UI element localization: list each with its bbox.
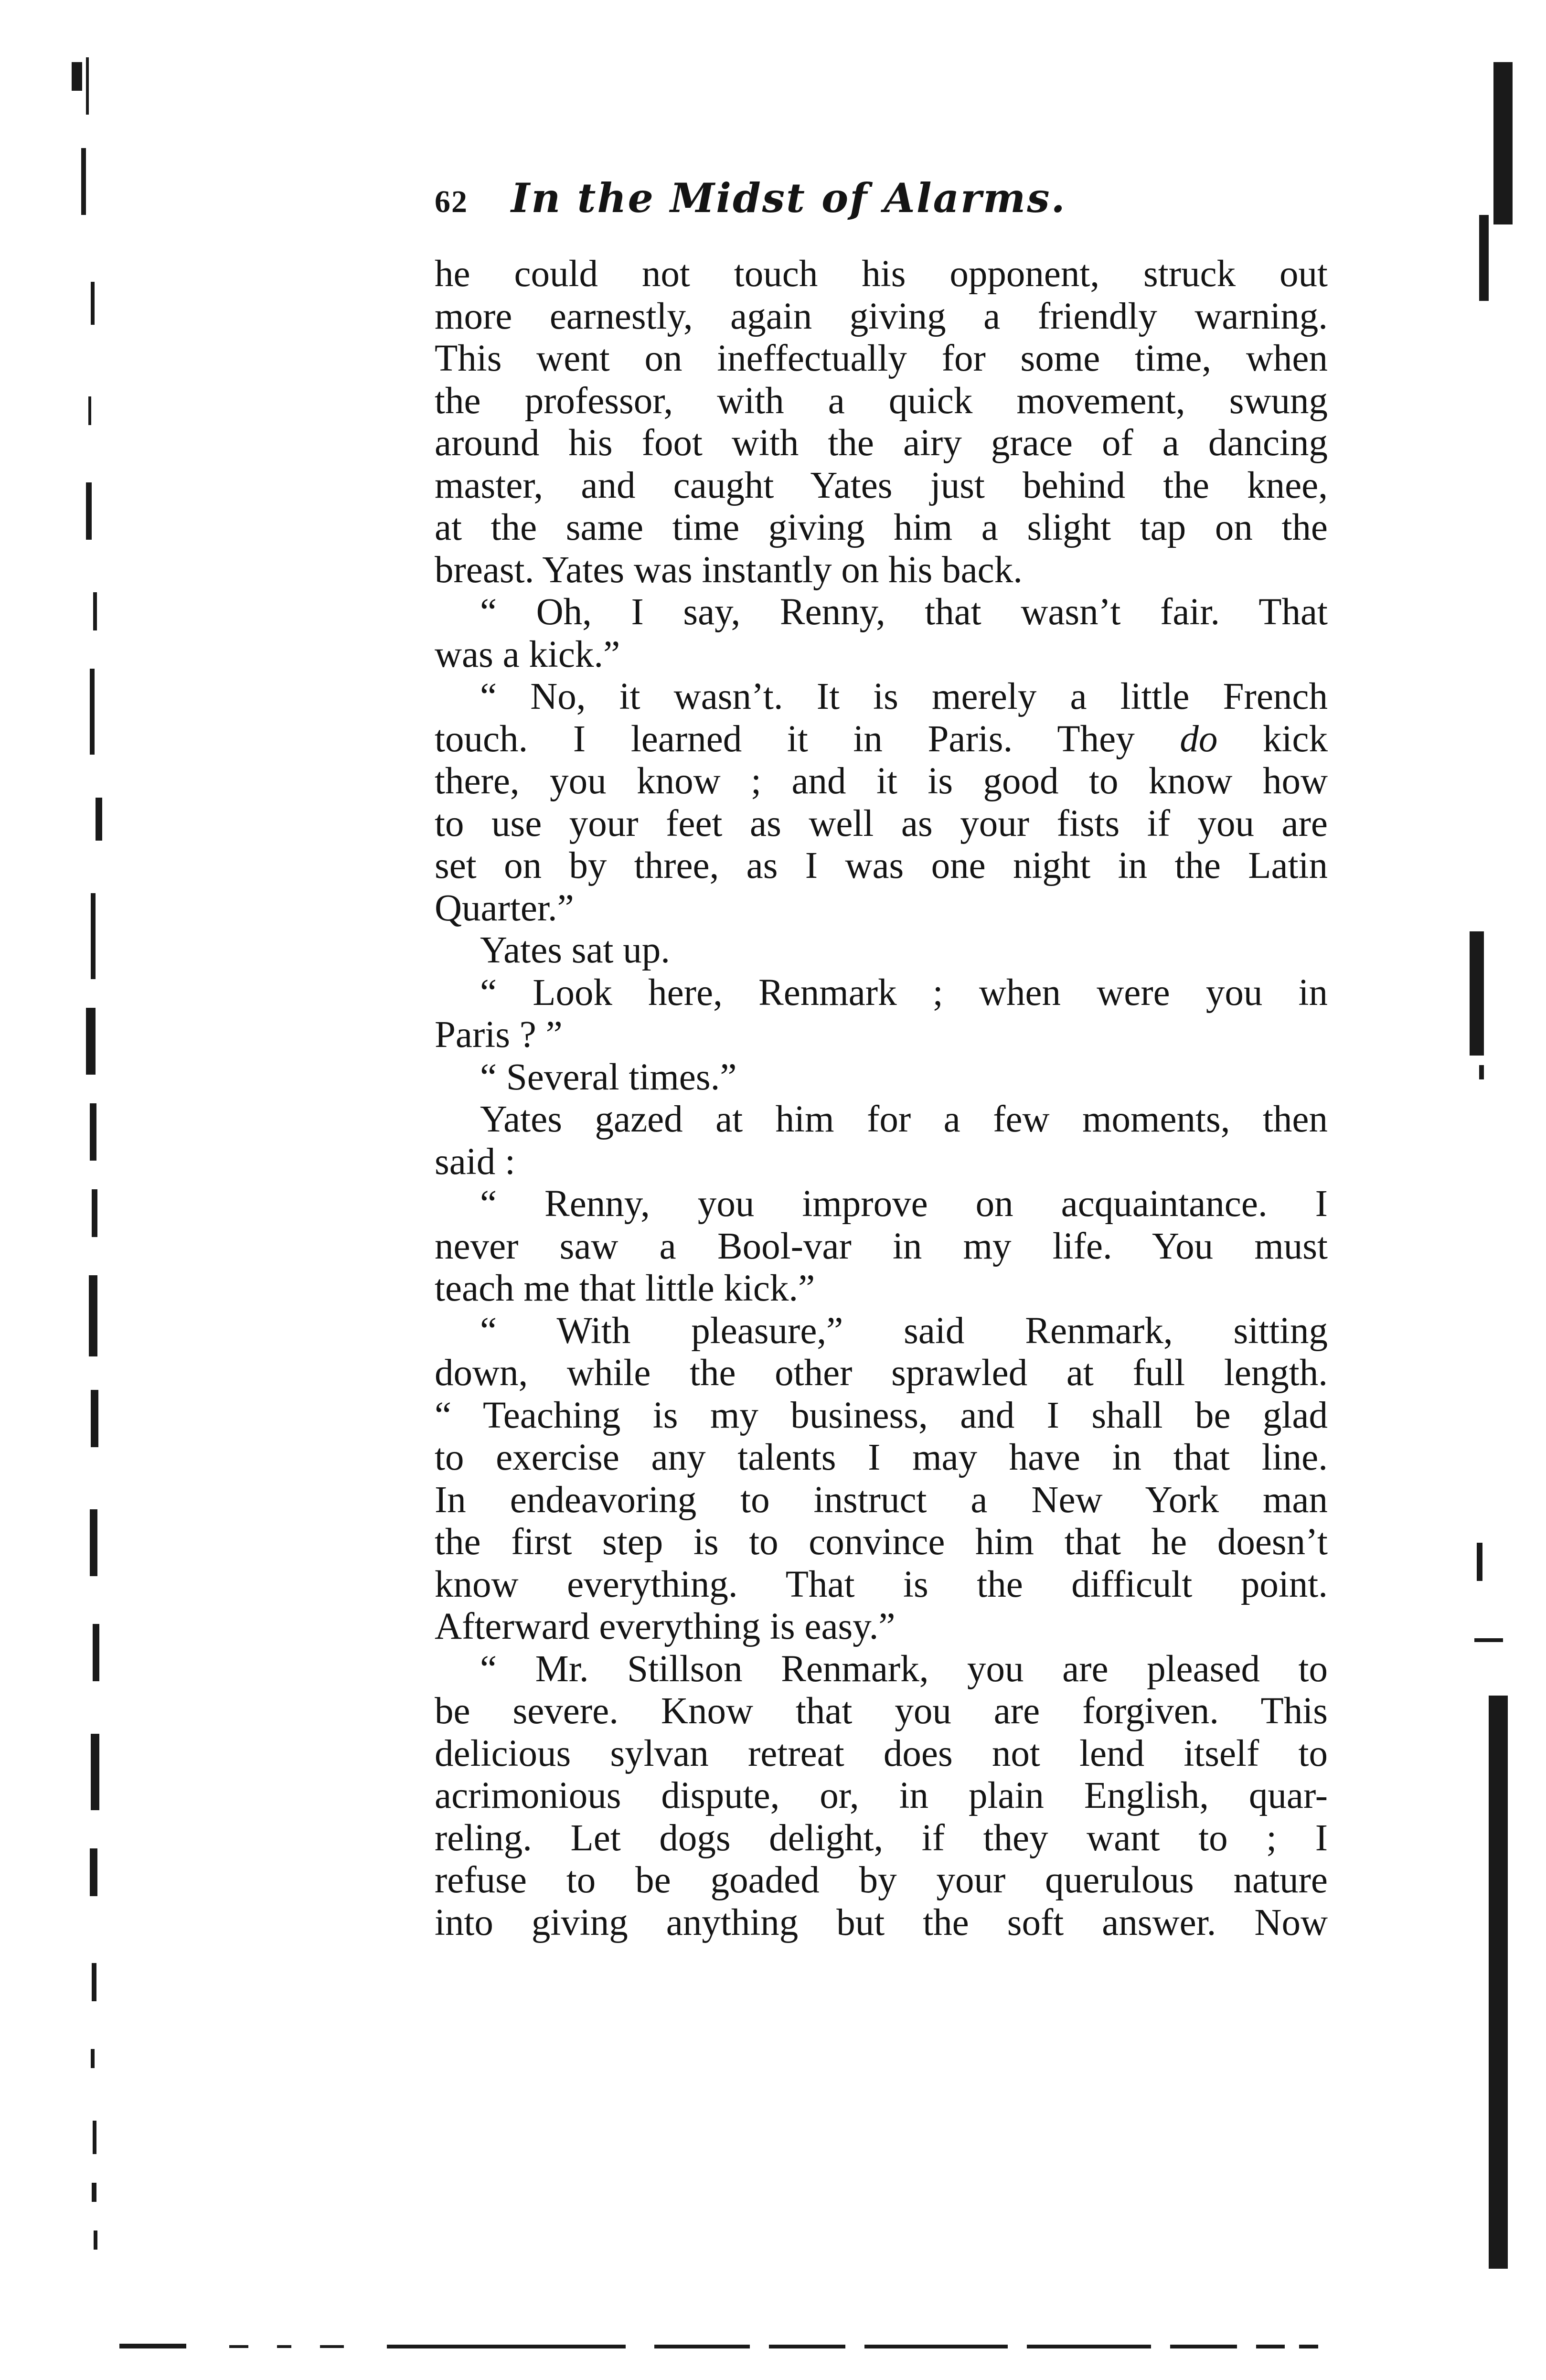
text-line: to use your feet as well as your fists if you are: [435, 802, 1328, 844]
text-line: “ Mr. Stillson Renmark, you are pleased to: [480, 1648, 1328, 1690]
text-fragment: touch. I learned it in Paris. They: [435, 718, 1135, 760]
text-line: Quarter.”: [435, 887, 574, 929]
text-line: be severe. Know that you are forgiven. This: [435, 1690, 1328, 1732]
text-line: acrimonious dispute, or, in plain English, quar-: [435, 1775, 1328, 1816]
text-line: know everything. That is the difficult point.: [435, 1563, 1328, 1605]
text-line: In endeavoring to instruct a New York man: [435, 1479, 1328, 1521]
text-line: “ No, it wasn’t. It is merely a little French: [480, 676, 1328, 717]
scan-edge-bottom: [119, 2343, 1361, 2349]
text-line: Yates sat up.: [480, 929, 670, 971]
body-text: [435, 253, 1328, 2082]
text-fragment: kick: [1262, 718, 1328, 760]
text-line: down, while the other sprawled at full length.: [435, 1352, 1328, 1394]
running-title: In the Midst of Alarms.: [511, 174, 1066, 222]
text-line: he could not touch his opponent, struck out: [435, 253, 1328, 295]
text-line: This went on ineffectually for some time, when: [435, 338, 1328, 379]
text-line: said :: [435, 1141, 515, 1183]
text-line: refuse to be goaded by your querulous nature: [435, 1859, 1328, 1901]
text-line: the professor, with a quick movement, swung: [435, 380, 1328, 422]
italic-word: do: [1180, 718, 1218, 760]
text-line: “ Look here, Renmark ; when were you in: [480, 971, 1328, 1014]
text-line: “ Teaching is my business, and I shall be glad: [435, 1394, 1328, 1436]
text-line: never saw a Bool-var in my life. You must: [435, 1225, 1328, 1267]
text-line: around his foot with the airy grace of a dancing: [435, 422, 1328, 464]
text-line: breast. Yates was instantly on his back.: [435, 549, 1023, 591]
text-line: delicious sylvan retreat does not lend itself to: [435, 1732, 1328, 1774]
text-line: to exercise any talents I may have in that line.: [435, 1437, 1328, 1478]
text-line: at the same time giving him a slight tap on the: [435, 507, 1328, 548]
text-line: the first step is to convince him that he doesn’t: [435, 1521, 1328, 1563]
text-line: set on by three, as I was one night in the Latin: [435, 845, 1328, 886]
text-line: “ Oh, I say, Renny, that wasn’t fair. That: [480, 591, 1328, 633]
text-line-with-emphasis: [435, 718, 1328, 761]
text-line: was a kick.”: [435, 633, 620, 675]
scan-edge-marks-left: [72, 53, 143, 2297]
text-line: teach me that little kick.”: [435, 1268, 815, 1309]
text-line: there, you know ; and it is good to know how: [435, 760, 1328, 802]
text-line: Paris ? ”: [435, 1014, 563, 1056]
text-line: into giving anything but the soft answer. Now: [435, 1901, 1328, 1943]
scan-edge-marks-right: [1460, 62, 1517, 2269]
text-line: “ Renny, you improve on acquaintance. I: [480, 1183, 1328, 1225]
text-line: “ Several times.”: [480, 1056, 737, 1098]
text-line: “ With pleasure,” said Renmark, sitting: [480, 1310, 1328, 1352]
text-line: master, and caught Yates just behind the knee,: [435, 464, 1328, 506]
text-line: reling. Let dogs delight, if they want to ; I: [435, 1817, 1328, 1859]
page-header: [435, 174, 1342, 236]
text-line: Afterward everything is easy.”: [435, 1606, 896, 1647]
text-line: more earnestly, again giving a friendly warning.: [435, 295, 1328, 337]
page-number: 62: [435, 184, 468, 219]
text-line: Yates gazed at him for a few moments, then: [480, 1099, 1328, 1140]
